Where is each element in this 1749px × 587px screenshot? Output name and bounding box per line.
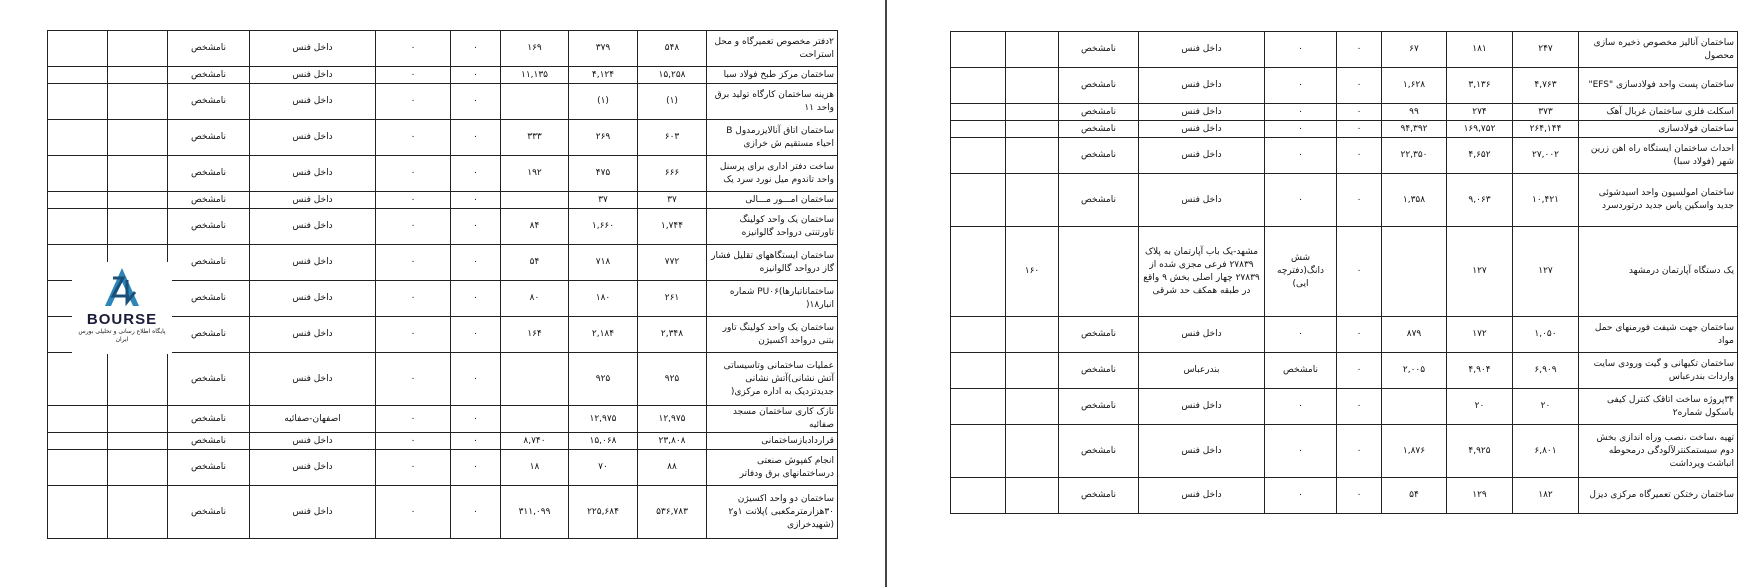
value-cell-3: ۵۴	[1382, 478, 1447, 514]
location-cell: داخل فنس	[250, 450, 376, 486]
location-cell: داخل فنس	[1139, 389, 1265, 425]
value-cell-1: ۲,۳۴۸	[638, 317, 707, 353]
status-cell: نامشخص	[168, 486, 250, 539]
blank-cell	[48, 353, 108, 406]
value-cell-3	[1382, 227, 1447, 317]
bourse-24-logo-icon	[99, 262, 145, 312]
blank-cell	[48, 450, 108, 486]
status-cell: نامشخص	[168, 353, 250, 406]
status-cell: نامشخص	[168, 245, 250, 281]
table-row	[48, 31, 838, 67]
value-cell-4: ۰	[1337, 174, 1382, 227]
description-cell: ۲دفتر مخصوص تعمیرگاه و محل استراحت	[707, 31, 838, 67]
table-row	[48, 156, 838, 192]
value-cell-2: ۳۷۹	[569, 31, 638, 67]
description-cell: ساختمان دو واحد اکسیژن ۳۰هزارمترمکعبی )پلانت ۱و۲ (شهیدخرازی	[707, 486, 838, 539]
table-row	[48, 67, 838, 84]
value-cell-2: ۳,۱۳۶	[1447, 68, 1513, 104]
value-cell-5: ۰	[1265, 104, 1337, 121]
table-row	[48, 84, 838, 120]
blank-cell	[951, 389, 1006, 425]
value-cell-1: ۶,۹۰۹	[1513, 353, 1579, 389]
value-cell-2: ۱۵,۰۶۸	[569, 433, 638, 450]
value-cell-4: ۰	[451, 486, 501, 539]
value-cell-4: ۰	[1337, 138, 1382, 174]
value-cell-1: ۲۳,۸۰۸	[638, 433, 707, 450]
status-cell: نامشخص	[168, 281, 250, 317]
value-cell-4: ۰	[451, 353, 501, 406]
blank-cell	[48, 433, 108, 450]
value-cell-2: ۲۷۴	[1447, 104, 1513, 121]
value-cell-1: ۶۶۶	[638, 156, 707, 192]
extra-cell	[1006, 478, 1059, 514]
value-cell-4: ۰	[1337, 104, 1382, 121]
blank-cell	[951, 353, 1006, 389]
value-cell-3: ۹۹	[1382, 104, 1447, 121]
value-cell-5: ۰	[376, 317, 451, 353]
status-cell: نامشخص	[1059, 353, 1139, 389]
value-cell-4: ۰	[451, 245, 501, 281]
value-cell-4: ۰	[451, 406, 501, 433]
value-cell-3: ۸۰	[501, 281, 569, 317]
value-cell-2: (۱)	[569, 84, 638, 120]
value-cell-4: ۰	[451, 120, 501, 156]
value-cell-3: ۱۹۲	[501, 156, 569, 192]
table-row	[951, 389, 1738, 425]
blank-cell	[48, 209, 108, 245]
value-cell-5: ۰	[376, 281, 451, 317]
value-cell-5: ۰	[1265, 389, 1337, 425]
status-cell: نامشخص	[1059, 68, 1139, 104]
description-cell: ساختمان امولسیون واحد اسیدشوئی جدید واسکین پاس جدید درتوردسرد	[1579, 174, 1738, 227]
description-cell: نازک کاری ساختمان مسجد صفائیه	[707, 406, 838, 433]
blank-cell	[951, 425, 1006, 478]
status-cell: نامشخص	[168, 317, 250, 353]
status-cell: نامشخص	[1059, 478, 1139, 514]
value-cell-5: ۰	[1265, 32, 1337, 68]
description-cell: ساختمان جهت شیفت فورمنهای حمل مواد	[1579, 317, 1738, 353]
value-cell-1: ۲۰	[1513, 389, 1579, 425]
value-cell-4: ۰	[451, 450, 501, 486]
blank-cell	[48, 120, 108, 156]
value-cell-5: ۰	[376, 192, 451, 209]
value-cell-3: ۸,۷۴۰	[501, 433, 569, 450]
value-cell-2: ۴,۹۲۵	[1447, 425, 1513, 478]
value-cell-2: ۱۲۹	[1447, 478, 1513, 514]
value-cell-5: ۰	[1265, 174, 1337, 227]
value-cell-4: ۰	[451, 209, 501, 245]
value-cell-4: ۰	[1337, 317, 1382, 353]
description-cell: ساختمان یک واحد کولینگ تاور بتنی درواحد اکسیژن	[707, 317, 838, 353]
value-cell-1: ۲۶۴,۱۴۴	[1513, 121, 1579, 138]
location-cell: داخل فنس	[250, 245, 376, 281]
value-cell-4: ۰	[1337, 68, 1382, 104]
status-cell: نامشخص	[168, 450, 250, 486]
blank-cell	[951, 138, 1006, 174]
location-cell: بندرعباس	[1139, 353, 1265, 389]
value-cell-1: ۵۴۸	[638, 31, 707, 67]
status-cell: نامشخص	[168, 209, 250, 245]
location-cell: داخل فنس	[250, 31, 376, 67]
value-cell-3: ۳۱۱,۰۹۹	[501, 486, 569, 539]
blank-cell	[48, 486, 108, 539]
description-cell: ساختمان امـــور مـــالی	[707, 192, 838, 209]
status-cell: نامشخص	[1059, 174, 1139, 227]
value-cell-5: ۰	[1265, 478, 1337, 514]
status-cell	[1059, 227, 1139, 317]
description-cell: ساختمان اتاق آنالایزرمدول B احیاء مستقیم ش خرازی	[707, 120, 838, 156]
value-cell-3: ۵۴	[501, 245, 569, 281]
value-cell-2: ۲۰	[1447, 389, 1513, 425]
location-cell: داخل فنس	[1139, 32, 1265, 68]
extra-cell	[108, 406, 168, 433]
value-cell-1: ۱۰,۴۲۱	[1513, 174, 1579, 227]
location-cell: اصفهان-صفائیه	[250, 406, 376, 433]
status-cell: نامشخص	[1059, 32, 1139, 68]
extra-cell	[1006, 353, 1059, 389]
value-cell-2: ۱۸۱	[1447, 32, 1513, 68]
value-cell-5: نامشخص	[1265, 353, 1337, 389]
value-cell-5: ۰	[376, 156, 451, 192]
extra-cell	[1006, 32, 1059, 68]
status-cell: نامشخص	[1059, 389, 1139, 425]
description-cell: احداث ساختمان ایستگاه راه اهن زرین شهر (فولاد سبا)	[1579, 138, 1738, 174]
value-cell-1: ۱۸۲	[1513, 478, 1579, 514]
value-cell-3: ۸۷۹	[1382, 317, 1447, 353]
status-cell: نامشخص	[168, 120, 250, 156]
value-cell-1: ۱۵,۲۵۸	[638, 67, 707, 84]
blank-cell	[951, 478, 1006, 514]
value-cell-5: شش دانگ(دفترچه ایی)	[1265, 227, 1337, 317]
table-row	[48, 192, 838, 209]
value-cell-2: ۲۶۹	[569, 120, 638, 156]
description-cell: ساختماناتبارها)PU۰۶ شماره انبار۱۸(	[707, 281, 838, 317]
location-cell: داخل فنس	[250, 120, 376, 156]
status-cell: نامشخص	[168, 156, 250, 192]
value-cell-2: ۷۰	[569, 450, 638, 486]
description-cell: تهیه ،ساخت ،نصب وراه اندازی بخش دوم سیستمکنترلآلودگی درمحوطه انباشت ویرداشت	[1579, 425, 1738, 478]
table-row	[48, 353, 838, 406]
value-cell-2: ۹۲۵	[569, 353, 638, 406]
value-cell-5: ۰	[376, 120, 451, 156]
value-cell-5: ۰	[1265, 121, 1337, 138]
value-cell-2: ۱۸۰	[569, 281, 638, 317]
value-cell-3	[501, 192, 569, 209]
value-cell-1: ۲۶۱	[638, 281, 707, 317]
table-row	[951, 32, 1738, 68]
value-cell-4: ۰	[1337, 353, 1382, 389]
value-cell-3: ۱,۸۷۶	[1382, 425, 1447, 478]
value-cell-5: ۰	[1265, 138, 1337, 174]
status-cell: نامشخص	[1059, 138, 1139, 174]
value-cell-1: ۶۰۳	[638, 120, 707, 156]
value-cell-2: ۲۲۵,۶۸۴	[569, 486, 638, 539]
description-cell: ساختمان یک واحد کولینگ تاورتنتی درواحد گالوانیزه	[707, 209, 838, 245]
value-cell-4: ۰	[1337, 227, 1382, 317]
extra-cell	[1006, 121, 1059, 138]
blank-cell	[48, 31, 108, 67]
value-cell-1: ۱۲۷	[1513, 227, 1579, 317]
blank-cell	[951, 32, 1006, 68]
location-cell: داخل فنس	[250, 67, 376, 84]
extra-cell	[1006, 68, 1059, 104]
blank-cell	[951, 68, 1006, 104]
value-cell-5: ۰	[1265, 425, 1337, 478]
status-cell: نامشخص	[1059, 104, 1139, 121]
logo-wordmark: BOURSE	[86, 311, 158, 328]
value-cell-2: ۴,۹۰۴	[1447, 353, 1513, 389]
value-cell-5: ۰	[376, 245, 451, 281]
value-cell-3: ۶۷	[1382, 32, 1447, 68]
value-cell-4: ۰	[451, 192, 501, 209]
value-cell-5: ۰	[376, 31, 451, 67]
right-page	[889, 0, 1749, 587]
table-row	[951, 121, 1738, 138]
description-cell: ساختمان پست واحد فولادسازی "EFS"	[1579, 68, 1738, 104]
value-cell-2: ۱۶۹,۷۵۲	[1447, 121, 1513, 138]
blank-cell	[951, 227, 1006, 317]
value-cell-2: ۱۷۲	[1447, 317, 1513, 353]
extra-cell	[108, 120, 168, 156]
blank-cell	[951, 174, 1006, 227]
value-cell-4: ۰	[451, 433, 501, 450]
table-row	[48, 486, 838, 539]
blank-cell	[48, 156, 108, 192]
value-cell-1: ۲۷,۰۰۲	[1513, 138, 1579, 174]
blank-cell	[48, 84, 108, 120]
blank-cell	[48, 406, 108, 433]
table-row	[48, 433, 838, 450]
value-cell-3: ۱۱,۱۳۵	[501, 67, 569, 84]
extra-cell	[1006, 174, 1059, 227]
value-cell-3: ۱۶۹	[501, 31, 569, 67]
value-cell-4: ۰	[451, 281, 501, 317]
table-row	[951, 227, 1738, 317]
table-row	[951, 68, 1738, 104]
page-divider	[885, 0, 887, 587]
value-cell-2: ۱۲۷	[1447, 227, 1513, 317]
value-cell-2: ۳۷	[569, 192, 638, 209]
status-cell: نامشخص	[168, 67, 250, 84]
value-cell-2: ۱۲,۹۷۵	[569, 406, 638, 433]
table-row	[951, 138, 1738, 174]
value-cell-4: ۰	[1337, 121, 1382, 138]
description-cell: ساختمان مرکز طبخ فولاد سبا	[707, 67, 838, 84]
description-cell: عملیات ساختمانی وتاسیساتی آتش نشانی)آتش نشانی جدیدتزدیک به اداره مرکزی(	[707, 353, 838, 406]
extra-cell	[1006, 425, 1059, 478]
status-cell: نامشخص	[168, 84, 250, 120]
value-cell-4: ۰	[451, 156, 501, 192]
description-cell: ساختمان رختکن تعمیرگاه مرکزی دیزل	[1579, 478, 1738, 514]
table-row	[951, 317, 1738, 353]
location-cell: داخل فنس	[1139, 174, 1265, 227]
table-row	[951, 478, 1738, 514]
value-cell-1: ۶,۸۰۱	[1513, 425, 1579, 478]
value-cell-5: ۰	[376, 450, 451, 486]
extra-cell	[108, 450, 168, 486]
description-cell: یک دستگاه آپارتمان درمشهد	[1579, 227, 1738, 317]
blank-cell	[48, 67, 108, 84]
value-cell-5: ۰	[1265, 317, 1337, 353]
value-cell-1: ۴,۷۶۳	[1513, 68, 1579, 104]
value-cell-3	[1382, 389, 1447, 425]
status-cell: نامشخص	[1059, 425, 1139, 478]
location-cell: داخل فنس	[1139, 121, 1265, 138]
extra-cell	[1006, 317, 1059, 353]
value-cell-3: ۱۸	[501, 450, 569, 486]
description-cell: اسکلت فلزی ساختمان غربال آهک	[1579, 104, 1738, 121]
value-cell-2: ۹,۰۶۳	[1447, 174, 1513, 227]
description-cell: هزینه ساختمان کارگاه تولید برق واحد ۱۱	[707, 84, 838, 120]
value-cell-3: ۲,۰۰۵	[1382, 353, 1447, 389]
value-cell-1: ۱۲,۹۷۵	[638, 406, 707, 433]
location-cell: داخل فنس	[250, 317, 376, 353]
extra-cell	[108, 67, 168, 84]
description-cell: ۳۴پروژه ساخت اتاقک کنترل کیفی باسکول شماره۲	[1579, 389, 1738, 425]
value-cell-1: ۹۲۵	[638, 353, 707, 406]
location-cell: داخل فنس	[1139, 104, 1265, 121]
value-cell-3: ۱,۶۲۸	[1382, 68, 1447, 104]
description-cell: ساختمان فولادسازی	[1579, 121, 1738, 138]
table-row	[48, 120, 838, 156]
location-cell: داخل فنس	[250, 486, 376, 539]
extra-cell	[108, 486, 168, 539]
location-cell: داخل فنس	[1139, 68, 1265, 104]
value-cell-3	[501, 84, 569, 120]
value-cell-1: ۸۸	[638, 450, 707, 486]
extra-cell	[1006, 389, 1059, 425]
status-cell: نامشخص	[168, 406, 250, 433]
location-cell: داخل فنس	[250, 281, 376, 317]
extra-cell	[108, 209, 168, 245]
description-cell: ساختمان ایستگاههای تقلیل فشار گاز درواحد گالوانیزه	[707, 245, 838, 281]
bourse-logo	[72, 262, 172, 354]
value-cell-4: ۰	[451, 67, 501, 84]
table-row	[951, 104, 1738, 121]
status-cell: نامشخص	[1059, 121, 1139, 138]
value-cell-2: ۴,۱۲۴	[569, 67, 638, 84]
right-assets-table	[950, 31, 1738, 514]
value-cell-4: ۰	[1337, 32, 1382, 68]
blank-cell	[48, 192, 108, 209]
value-cell-3: ۱۶۴	[501, 317, 569, 353]
status-cell: نامشخص	[1059, 317, 1139, 353]
table-row	[951, 353, 1738, 389]
value-cell-5: ۰	[376, 406, 451, 433]
value-cell-5: ۰	[376, 486, 451, 539]
value-cell-3	[501, 406, 569, 433]
description-cell: قراردادبازساختمانی	[707, 433, 838, 450]
extra-cell	[1006, 104, 1059, 121]
extra-cell	[108, 31, 168, 67]
status-cell: نامشخص	[168, 433, 250, 450]
value-cell-1: ۷۷۲	[638, 245, 707, 281]
status-cell: نامشخص	[168, 192, 250, 209]
value-cell-1: ۳۷۳	[1513, 104, 1579, 121]
value-cell-5: ۰	[376, 433, 451, 450]
value-cell-5: ۰	[376, 209, 451, 245]
value-cell-1: (۱)	[638, 84, 707, 120]
value-cell-1: ۱,۷۴۴	[638, 209, 707, 245]
value-cell-2: ۴,۶۵۲	[1447, 138, 1513, 174]
value-cell-3	[501, 353, 569, 406]
extra-cell	[108, 156, 168, 192]
extra-cell	[108, 353, 168, 406]
location-cell: داخل فنس	[250, 353, 376, 406]
table-row	[951, 174, 1738, 227]
extra-cell	[108, 433, 168, 450]
value-cell-3: ۹۴,۳۹۲	[1382, 121, 1447, 138]
value-cell-2: ۱,۶۶۰	[569, 209, 638, 245]
blank-cell	[951, 317, 1006, 353]
value-cell-2: ۷۱۸	[569, 245, 638, 281]
value-cell-1: ۳۷	[638, 192, 707, 209]
extra-cell	[1006, 138, 1059, 174]
blank-cell	[951, 121, 1006, 138]
location-cell: داخل فنس	[1139, 425, 1265, 478]
value-cell-4: ۰	[1337, 478, 1382, 514]
value-cell-4: ۰	[451, 317, 501, 353]
value-cell-4: ۰	[451, 31, 501, 67]
location-cell: مشهد-یک باب آپارتمان به پلاک ۲۷۸۳۹ فرعی مجزی شده از ۲۷۸۳۹ چهار اصلی بخش ۹ واقع در طبقه همکف حد شرقی	[1139, 227, 1265, 317]
value-cell-5: ۰	[376, 84, 451, 120]
location-cell: داخل فنس	[250, 156, 376, 192]
value-cell-1: ۲۴۷	[1513, 32, 1579, 68]
logo-subtitle: پایگاه اطلاع رسانی و تحلیلی بورس ایران	[78, 328, 166, 343]
value-cell-5: ۰	[1265, 68, 1337, 104]
value-cell-5: ۰	[376, 67, 451, 84]
extra-cell	[108, 192, 168, 209]
blank-cell	[951, 104, 1006, 121]
status-cell: نامشخص	[168, 31, 250, 67]
description-cell: ساخت دفتر اداری برای پرسنل واحد تاندوم میل نورد سرد یک	[707, 156, 838, 192]
value-cell-4: ۰	[451, 84, 501, 120]
value-cell-3: ۳۳۳	[501, 120, 569, 156]
value-cell-5: ۰	[376, 353, 451, 406]
value-cell-1: ۱,۰۵۰	[1513, 317, 1579, 353]
location-cell: داخل فنس	[1139, 478, 1265, 514]
description-cell: ساختمان تکیهانی و گیت ورودی سایت واردات بندرعباس	[1579, 353, 1738, 389]
location-cell: داخل فنس	[1139, 317, 1265, 353]
description-cell: ساختمان آنالیز مخصوص ذخیره سازی محصول	[1579, 32, 1738, 68]
description-cell: انجام کفپوش صنعتی درساختمانهای برق ودفاتر	[707, 450, 838, 486]
table-row	[48, 406, 838, 433]
table-row	[48, 450, 838, 486]
location-cell: داخل فنس	[250, 433, 376, 450]
extra-cell	[108, 84, 168, 120]
value-cell-3: ۲۲,۳۵۰	[1382, 138, 1447, 174]
extra-cell: ۱۶۰	[1006, 227, 1059, 317]
table-row	[951, 425, 1738, 478]
value-cell-2: ۲,۱۸۴	[569, 317, 638, 353]
location-cell: داخل فنس	[1139, 138, 1265, 174]
value-cell-4: ۰	[1337, 425, 1382, 478]
location-cell: داخل فنس	[250, 192, 376, 209]
location-cell: داخل فنس	[250, 84, 376, 120]
value-cell-4: ۰	[1337, 389, 1382, 425]
table-row	[48, 209, 838, 245]
value-cell-3: ۸۴	[501, 209, 569, 245]
value-cell-1: ۵۳۶,۷۸۳	[638, 486, 707, 539]
value-cell-3: ۱,۳۵۸	[1382, 174, 1447, 227]
location-cell: داخل فنس	[250, 209, 376, 245]
value-cell-2: ۴۷۵	[569, 156, 638, 192]
